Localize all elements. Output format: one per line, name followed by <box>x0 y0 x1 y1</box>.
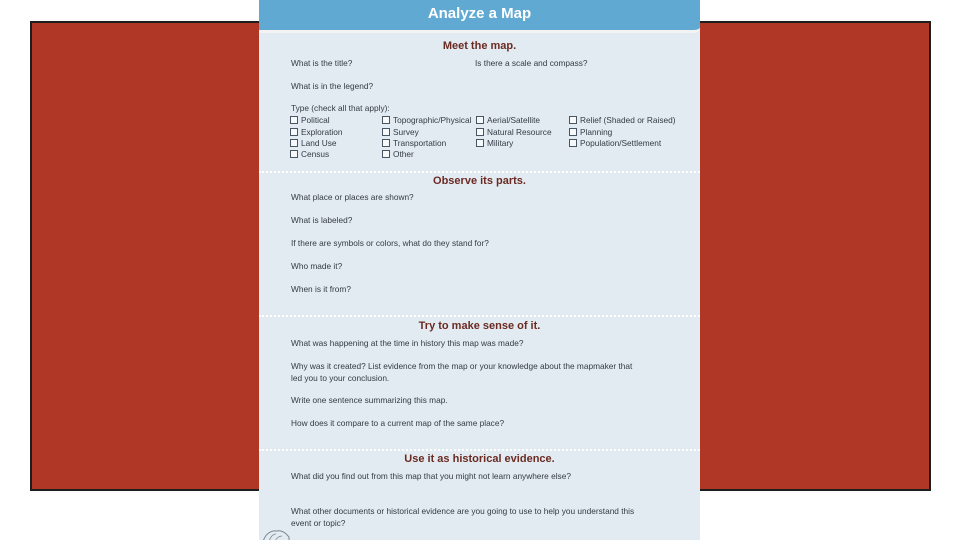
checkbox-icon <box>382 139 390 147</box>
type-label: Type (check all that apply): <box>291 103 390 113</box>
question-places: What place or places are shown? <box>291 192 414 202</box>
question-who-made: Who made it? <box>291 261 343 271</box>
type-checkbox-aerial[interactable] <box>476 115 540 125</box>
checkbox-icon <box>290 116 298 124</box>
type-label-survey: Survey <box>393 127 419 137</box>
question-legend: What is in the legend? <box>291 81 374 91</box>
checkbox-icon <box>382 128 390 136</box>
type-label-land-use: Land Use <box>301 138 337 148</box>
checkbox-icon <box>476 128 484 136</box>
worksheet-header <box>259 0 700 33</box>
question-scale-compass: Is there a scale and compass? <box>475 58 588 68</box>
checkbox-icon <box>569 128 577 136</box>
section-heading-observe: Observe its parts. <box>433 175 526 187</box>
checkbox-icon <box>290 128 298 136</box>
type-label-aerial: Aerial/Satellite <box>487 115 541 125</box>
question-other-documents-line1: What other documents or historical evidence are you going to use to help you understand this <box>291 506 635 516</box>
type-checkbox-census[interactable] <box>290 149 329 159</box>
question-find-out: What did you find out from this map that you might not learn anywhere else? <box>291 471 571 481</box>
type-label-other: Other <box>393 149 414 159</box>
analyze-map-worksheet <box>259 0 700 540</box>
hand-icon <box>261 528 291 540</box>
type-label-census: Census <box>301 149 330 159</box>
type-checkbox-natural-resource[interactable] <box>476 127 552 137</box>
type-checkbox-military[interactable] <box>476 138 513 148</box>
checkbox-icon <box>382 116 390 124</box>
type-label-transportation: Transportation <box>393 138 447 148</box>
checkbox-icon <box>290 139 298 147</box>
section-heading-evidence: Use it as historical evidence. <box>404 453 555 465</box>
question-why-created-line1: Why was it created? List evidence from the map or your knowledge about the mapmaker that <box>291 361 633 371</box>
question-when: When is it from? <box>291 284 351 294</box>
section-divider <box>259 315 700 317</box>
question-title: What is the title? <box>291 58 353 68</box>
type-label-exploration: Exploration <box>301 127 343 137</box>
question-labeled: What is labeled? <box>291 215 353 225</box>
type-checkbox-transportation[interactable] <box>382 138 446 148</box>
type-label-planning: Planning <box>580 127 613 137</box>
type-checkbox-population[interactable] <box>569 138 661 148</box>
question-happening: What was happening at the time in history this map was made? <box>291 338 524 348</box>
question-why-created-line2: led you to your conclusion. <box>291 373 390 383</box>
section-divider <box>259 449 700 451</box>
type-label-military: Military <box>487 138 514 148</box>
type-checkbox-other[interactable] <box>382 149 414 159</box>
type-label-relief: Relief (Shaded or Raised) <box>580 115 676 125</box>
question-summary: Write one sentence summarizing this map. <box>291 395 448 405</box>
type-checkbox-political[interactable] <box>290 115 330 125</box>
question-other-documents-line2: event or topic? <box>291 518 346 528</box>
type-label-population: Population/Settlement <box>580 138 662 148</box>
section-heading-meet: Meet the map. <box>442 40 517 52</box>
worksheet-title: Analyze a Map <box>427 5 532 22</box>
type-checkbox-topographic[interactable] <box>382 115 471 125</box>
section-divider <box>259 171 700 173</box>
checkbox-icon <box>476 139 484 147</box>
type-checkbox-relief[interactable] <box>569 115 675 125</box>
type-checkbox-exploration[interactable] <box>290 127 343 137</box>
checkbox-icon <box>569 139 577 147</box>
section-heading-sense: Try to make sense of it. <box>418 320 541 332</box>
type-label-topographic: Topographic/Physical <box>393 115 472 125</box>
checkbox-icon <box>290 150 298 158</box>
type-label-natural-resource: Natural Resource <box>487 127 552 137</box>
checkbox-icon <box>382 150 390 158</box>
checkbox-icon <box>476 116 484 124</box>
checkbox-icon <box>569 116 577 124</box>
type-checkbox-land-use[interactable] <box>290 138 337 148</box>
type-checkbox-planning[interactable] <box>569 127 612 137</box>
question-compare: How does it compare to a current map of the same place? <box>291 418 505 428</box>
question-symbols: If there are symbols or colors, what do they stand for? <box>291 238 489 248</box>
type-checkbox-survey[interactable] <box>382 127 419 137</box>
type-label-political: Political <box>301 115 330 125</box>
